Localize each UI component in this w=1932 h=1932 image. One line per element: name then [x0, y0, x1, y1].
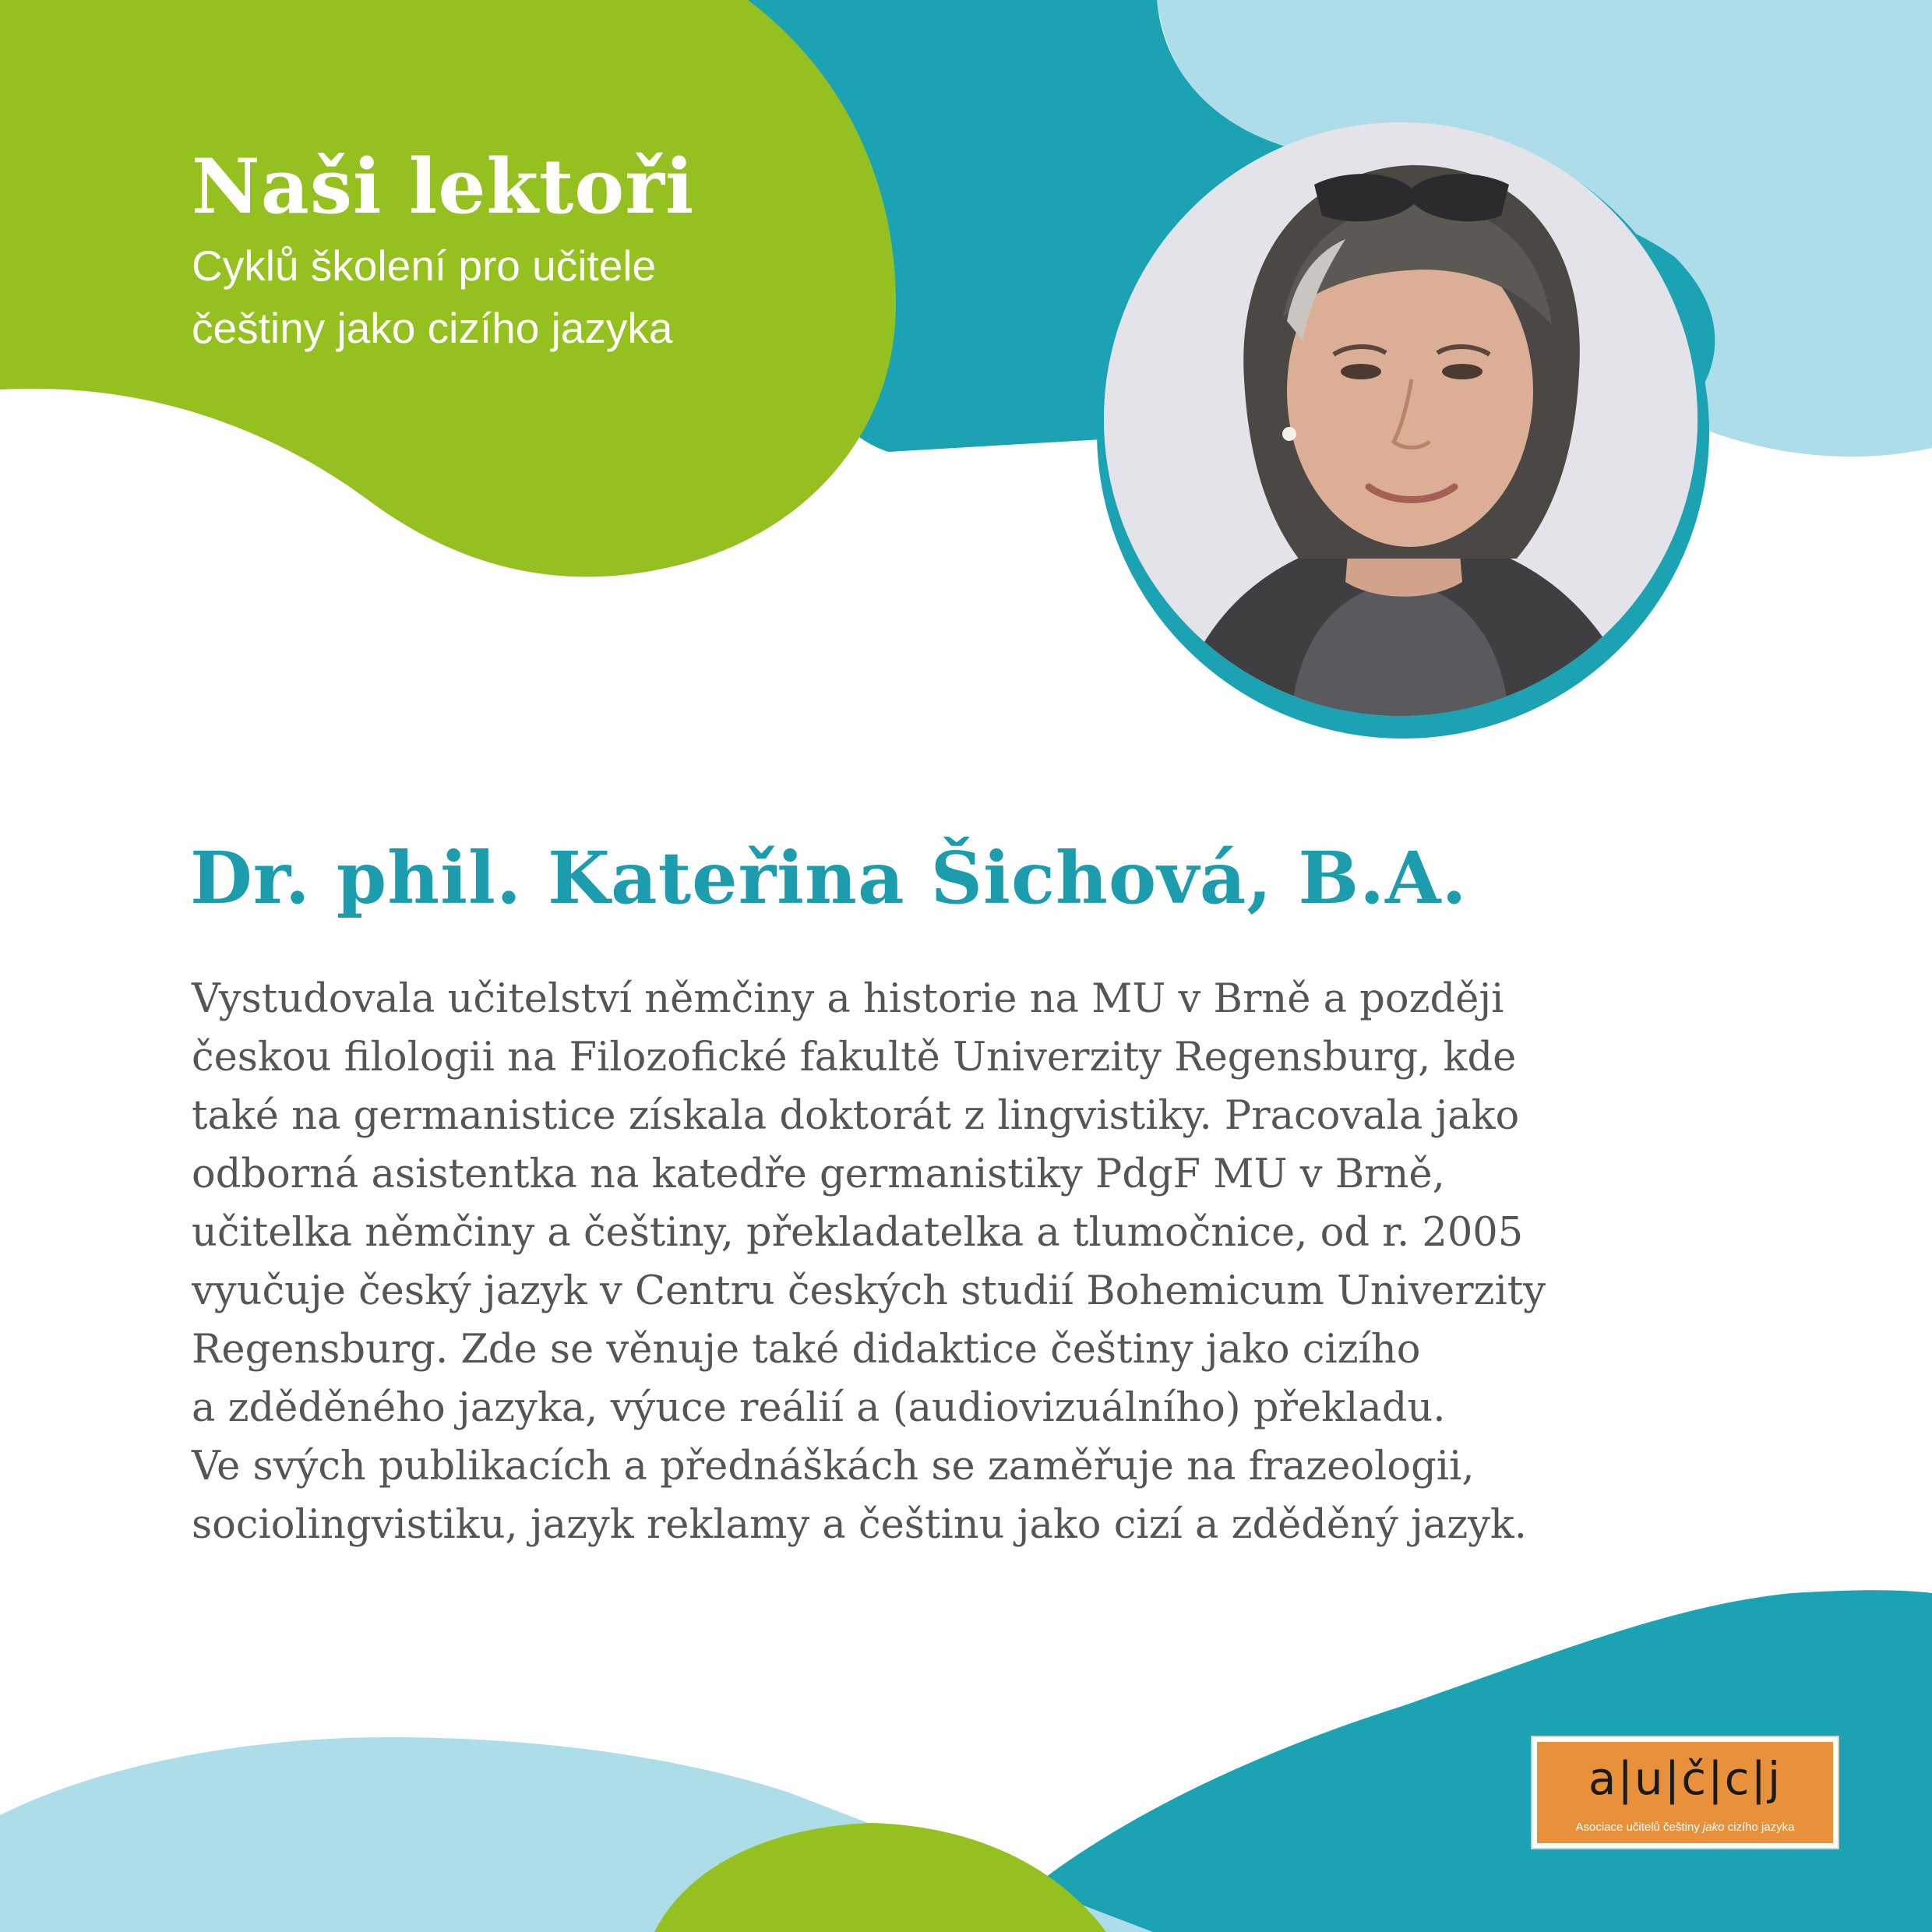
bio-line: odborná asistentka na katedře germanistiky PdgF MU v Brně,	[192, 1151, 1445, 1197]
header	[192, 144, 862, 359]
bio-line: Regensburg. Zde se věnuje také didaktice češtiny jako cizího	[192, 1327, 1421, 1373]
bio-line: Ve svých publikacích a přednáškách se zaměřuje na frazeologii,	[192, 1444, 1475, 1490]
logo-panel	[1537, 1742, 1833, 1843]
logo-tagline-italic: jako	[1702, 1821, 1725, 1834]
logo-tagline-end: cizího jazyka	[1724, 1821, 1795, 1834]
lecturer-bio	[192, 970, 1812, 1554]
bio-line: českou filologii na Filozofické fakultě Univerzity Regensburg, kde	[192, 1035, 1517, 1081]
association-logo	[1531, 1736, 1839, 1849]
lecturer-portrait	[1104, 122, 1698, 716]
bio-line: sociolingvistiku, jazyk reklamy a češtinu jako cizí a zděděný jazyk.	[192, 1502, 1528, 1548]
portrait-illustration	[1104, 122, 1698, 716]
subtitle-line: Cyklů školení pro učitele	[192, 242, 657, 290]
page-subtitle	[192, 234, 862, 359]
logo-mark: a|u|č|c|j	[1588, 1752, 1782, 1805]
bio-line: také na germanistice získala doktorát z lingvistiky. Pracovala jako	[192, 1093, 1520, 1139]
bio-line: a zděděného jazyka, výuce reálií a (audiovizuálního) překladu.	[192, 1385, 1446, 1431]
logo-tagline	[1537, 1820, 1833, 1835]
lecturer-name: Dr. phil. Kateřina Šichová, B.A.	[190, 836, 1468, 920]
logo-tagline-start: Asociace učitelů češtiny	[1575, 1821, 1703, 1834]
page-title: Naši lektoři	[192, 143, 695, 231]
bio-line: učitelka němčiny a češtiny, překladatelka a tlumočnice, od r. 2005	[192, 1210, 1524, 1256]
subtitle-line: češtiny jako cizího jazyka	[192, 304, 673, 352]
bio-line: vyučuje český jazyk v Centru českých studií Bohemicum Univerzity	[192, 1268, 1546, 1314]
bio-line: Vystudovala učitelství němčiny a historie na MU v Brně a později	[192, 976, 1504, 1022]
